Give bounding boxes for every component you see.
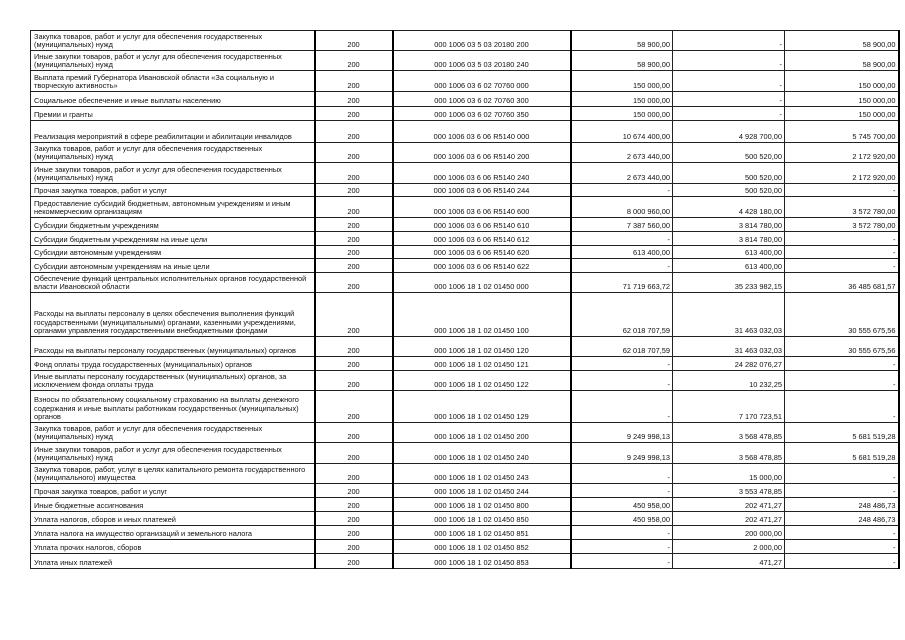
row-remaining-amount: 248 486,73 (785, 512, 899, 526)
row-approved-amount: - (571, 464, 673, 484)
row-executed-amount: 10 232,25 (673, 371, 785, 391)
row-name: Иные закупки товаров, работ и услуг для обеспечения государственных (муниципальных) нужд (31, 51, 315, 71)
row-approved-amount: - (571, 371, 673, 391)
row-approved-amount: - (571, 357, 673, 371)
row-line-code: 200 (315, 512, 393, 526)
row-executed-amount: 200 000,00 (673, 526, 785, 540)
row-budget-code: 000 1006 18 1 02 01450 852 (393, 540, 571, 554)
row-executed-amount: 202 471,27 (673, 498, 785, 512)
row-executed-amount: 3 568 478,85 (673, 423, 785, 443)
row-line-code: 200 (315, 92, 393, 107)
row-approved-amount: 450 958,00 (571, 512, 673, 526)
row-approved-amount: - (571, 259, 673, 273)
row-remaining-amount: - (785, 464, 899, 484)
budget-execution-table (30, 30, 900, 569)
row-remaining-amount: - (785, 357, 899, 371)
row-executed-amount: 24 282 076,27 (673, 357, 785, 371)
table-row (31, 464, 899, 484)
row-name: Социальное обеспечение и иные выплаты населению (31, 92, 315, 107)
row-name: Уплата налога на имущество организаций и земельного налога (31, 526, 315, 540)
row-budget-code: 000 1006 03 6 06 R5140 244 (393, 184, 571, 197)
row-name: Субсидии автономным учреждениям (31, 246, 315, 259)
row-approved-amount: - (571, 484, 673, 498)
row-name: Уплата налогов, сборов и иных платежей (31, 512, 315, 526)
row-line-code: 200 (315, 540, 393, 554)
row-line-code: 200 (315, 259, 393, 273)
row-executed-amount: - (673, 107, 785, 121)
row-remaining-amount: - (785, 484, 899, 498)
row-approved-amount: - (571, 526, 673, 540)
row-name: Субсидии бюджетным учреждениям (31, 218, 315, 232)
table-row (31, 71, 899, 92)
row-approved-amount: 9 249 998,13 (571, 423, 673, 443)
row-budget-code: 000 1006 18 1 02 01450 100 (393, 293, 571, 337)
row-name: Прочая закупка товаров, работ и услуг (31, 184, 315, 197)
row-executed-amount: 500 520,00 (673, 184, 785, 197)
row-line-code: 200 (315, 337, 393, 357)
row-budget-code: 000 1006 03 6 06 R5140 000 (393, 121, 571, 143)
row-name: Премии и гранты (31, 107, 315, 121)
row-remaining-amount: - (785, 259, 899, 273)
table-row (31, 443, 899, 464)
row-budget-code: 000 1006 03 6 02 70760 300 (393, 92, 571, 107)
row-line-code: 200 (315, 464, 393, 484)
row-remaining-amount: 3 572 780,00 (785, 218, 899, 232)
row-line-code: 200 (315, 218, 393, 232)
table-row (31, 554, 899, 569)
row-remaining-amount: 5 681 519,28 (785, 443, 899, 464)
row-budget-code: 000 1006 18 1 02 01450 121 (393, 357, 571, 371)
row-remaining-amount: - (785, 391, 899, 423)
row-name: Закупка товаров, работ, услуг в целях капитального ремонта государственного (муниципального) имущества (31, 464, 315, 484)
row-line-code: 200 (315, 293, 393, 337)
row-remaining-amount: - (785, 184, 899, 197)
row-line-code: 200 (315, 107, 393, 121)
row-budget-code: 000 1006 03 6 06 R5140 600 (393, 197, 571, 218)
row-budget-code: 000 1006 03 5 03 20180 240 (393, 51, 571, 71)
row-line-code: 200 (315, 143, 393, 163)
row-remaining-amount: - (785, 526, 899, 540)
table-row (31, 273, 899, 293)
row-line-code: 200 (315, 371, 393, 391)
row-approved-amount: 150 000,00 (571, 107, 673, 121)
row-name: Субсидии автономным учреждениям на иные цели (31, 259, 315, 273)
row-remaining-amount: - (785, 540, 899, 554)
row-line-code: 200 (315, 246, 393, 259)
row-line-code: 200 (315, 51, 393, 71)
row-executed-amount: 202 471,27 (673, 512, 785, 526)
row-line-code: 200 (315, 232, 393, 246)
table-row (31, 371, 899, 391)
row-remaining-amount: - (785, 371, 899, 391)
row-line-code: 200 (315, 443, 393, 464)
row-budget-code: 000 1006 03 6 02 70760 350 (393, 107, 571, 121)
row-executed-amount: 471,27 (673, 554, 785, 569)
row-executed-amount: 4 928 700,00 (673, 121, 785, 143)
table-row (31, 357, 899, 371)
row-name: Взносы по обязательному социальному страхованию на выплаты денежного содержания и иные выплаты работникам государственных (муниципальных) органов (31, 391, 315, 423)
row-line-code: 200 (315, 423, 393, 443)
row-remaining-amount: 3 572 780,00 (785, 197, 899, 218)
row-line-code: 200 (315, 31, 393, 51)
row-budget-code: 000 1006 18 1 02 01450 800 (393, 498, 571, 512)
row-name: Предоставление субсидий бюджетным, автономным учреждениям и иным некоммерческим организациям (31, 197, 315, 218)
row-budget-code: 000 1006 18 1 02 01450 244 (393, 484, 571, 498)
row-remaining-amount: 248 486,73 (785, 498, 899, 512)
table-row (31, 121, 899, 143)
row-line-code: 200 (315, 273, 393, 293)
row-remaining-amount: 58 900,00 (785, 31, 899, 51)
row-budget-code: 000 1006 03 6 06 R5140 622 (393, 259, 571, 273)
table-row (31, 512, 899, 526)
row-name: Субсидии бюджетным учреждениям на иные цели (31, 232, 315, 246)
row-name: Закупка товаров, работ и услуг для обеспечения государственных (муниципальных) нужд (31, 31, 315, 51)
row-budget-code: 000 1006 03 6 02 70760 000 (393, 71, 571, 92)
row-approved-amount: 58 900,00 (571, 31, 673, 51)
table-row (31, 92, 899, 107)
table-row (31, 293, 899, 337)
row-executed-amount: 31 463 032,03 (673, 337, 785, 357)
row-line-code: 200 (315, 163, 393, 184)
table-row (31, 51, 899, 71)
row-budget-code: 000 1006 18 1 02 01450 122 (393, 371, 571, 391)
row-name: Расходы на выплаты персоналу в целях обеспечения выполнения функций государственными (муниципальными) органами, казенными учреждениями, органами управления государственными внебюджетными фондами (31, 293, 315, 337)
table-row (31, 498, 899, 512)
table-row (31, 391, 899, 423)
row-line-code: 200 (315, 526, 393, 540)
row-approved-amount: - (571, 540, 673, 554)
table-row (31, 163, 899, 184)
row-executed-amount: 3 568 478,85 (673, 443, 785, 464)
row-approved-amount: 58 900,00 (571, 51, 673, 71)
row-name: Уплата иных платежей (31, 554, 315, 569)
row-approved-amount: 8 000 960,00 (571, 197, 673, 218)
row-approved-amount: 7 387 560,00 (571, 218, 673, 232)
row-approved-amount: 62 018 707,59 (571, 337, 673, 357)
row-approved-amount: - (571, 554, 673, 569)
row-approved-amount: - (571, 391, 673, 423)
row-name: Иные закупки товаров, работ и услуг для обеспечения государственных (муниципальных) нужд (31, 163, 315, 184)
row-executed-amount: - (673, 51, 785, 71)
row-executed-amount: 613 400,00 (673, 246, 785, 259)
row-name: Выплата премий Губернатора Ивановской области «За социальную и творческую активность» (31, 71, 315, 92)
row-budget-code: 000 1006 03 5 03 20180 200 (393, 31, 571, 51)
row-approved-amount: 10 674 400,00 (571, 121, 673, 143)
row-remaining-amount: 5 681 519,28 (785, 423, 899, 443)
row-budget-code: 000 1006 18 1 02 01450 120 (393, 337, 571, 357)
row-remaining-amount: 30 555 675,56 (785, 337, 899, 357)
row-budget-code: 000 1006 03 6 06 R5140 200 (393, 143, 571, 163)
row-name: Иные закупки товаров, работ и услуг для обеспечения государственных (муниципальных) нужд (31, 443, 315, 464)
row-line-code: 200 (315, 71, 393, 92)
row-budget-code: 000 1006 18 1 02 01450 851 (393, 526, 571, 540)
table-row (31, 197, 899, 218)
row-approved-amount: 71 719 663,72 (571, 273, 673, 293)
row-executed-amount: - (673, 31, 785, 51)
row-name: Иные бюджетные ассигнования (31, 498, 315, 512)
row-remaining-amount: 150 000,00 (785, 92, 899, 107)
table-body (31, 31, 899, 569)
table-row (31, 484, 899, 498)
table-row (31, 232, 899, 246)
row-approved-amount: 9 249 998,13 (571, 443, 673, 464)
row-name: Закупка товаров, работ и услуг для обеспечения государственных (муниципальных) нужд (31, 143, 315, 163)
row-executed-amount: 613 400,00 (673, 259, 785, 273)
row-approved-amount: - (571, 232, 673, 246)
row-line-code: 200 (315, 357, 393, 371)
table-row (31, 107, 899, 121)
row-executed-amount: 500 520,00 (673, 163, 785, 184)
row-budget-code: 000 1006 18 1 02 01450 850 (393, 512, 571, 526)
row-budget-code: 000 1006 18 1 02 01450 200 (393, 423, 571, 443)
table-row (31, 259, 899, 273)
row-budget-code: 000 1006 18 1 02 01450 240 (393, 443, 571, 464)
row-line-code: 200 (315, 197, 393, 218)
row-budget-code: 000 1006 03 6 06 R5140 612 (393, 232, 571, 246)
row-approved-amount: 613 400,00 (571, 246, 673, 259)
row-budget-code: 000 1006 18 1 02 01450 000 (393, 273, 571, 293)
row-remaining-amount: 2 172 920,00 (785, 163, 899, 184)
row-approved-amount: 150 000,00 (571, 92, 673, 107)
row-line-code: 200 (315, 484, 393, 498)
row-line-code: 200 (315, 184, 393, 197)
row-name: Фонд оплаты труда государственных (муниципальных) органов (31, 357, 315, 371)
row-approved-amount: 450 958,00 (571, 498, 673, 512)
row-remaining-amount: - (785, 554, 899, 569)
row-executed-amount: 2 000,00 (673, 540, 785, 554)
row-budget-code: 000 1006 03 6 06 R5140 620 (393, 246, 571, 259)
row-executed-amount: 3 814 780,00 (673, 232, 785, 246)
table-row (31, 184, 899, 197)
row-executed-amount: 3 553 478,85 (673, 484, 785, 498)
table-row (31, 337, 899, 357)
row-name: Реализация мероприятий в сфере реабилитации и абилитации инвалидов (31, 121, 315, 143)
row-name: Обеспечение функций центральных исполнительных органов государственной власти Ивановской области (31, 273, 315, 293)
table-row (31, 423, 899, 443)
row-remaining-amount: 58 900,00 (785, 51, 899, 71)
row-executed-amount: 3 814 780,00 (673, 218, 785, 232)
row-executed-amount: - (673, 71, 785, 92)
row-line-code: 200 (315, 554, 393, 569)
row-line-code: 200 (315, 391, 393, 423)
row-remaining-amount: - (785, 232, 899, 246)
table-row (31, 246, 899, 259)
row-remaining-amount: 150 000,00 (785, 71, 899, 92)
row-remaining-amount: 2 172 920,00 (785, 143, 899, 163)
row-remaining-amount: 150 000,00 (785, 107, 899, 121)
row-budget-code: 000 1006 18 1 02 01450 243 (393, 464, 571, 484)
row-remaining-amount: - (785, 246, 899, 259)
row-budget-code: 000 1006 18 1 02 01450 853 (393, 554, 571, 569)
row-remaining-amount: 30 555 675,56 (785, 293, 899, 337)
row-remaining-amount: 5 745 700,00 (785, 121, 899, 143)
row-executed-amount: 35 233 982,15 (673, 273, 785, 293)
table-row (31, 540, 899, 554)
row-approved-amount: 2 673 440,00 (571, 143, 673, 163)
row-approved-amount: 62 018 707,59 (571, 293, 673, 337)
row-approved-amount: 150 000,00 (571, 71, 673, 92)
row-executed-amount: - (673, 92, 785, 107)
row-executed-amount: 7 170 723,51 (673, 391, 785, 423)
row-executed-amount: 15 000,00 (673, 464, 785, 484)
row-remaining-amount: 36 485 681,57 (785, 273, 899, 293)
table-row (31, 31, 899, 51)
row-executed-amount: 31 463 032,03 (673, 293, 785, 337)
table-row (31, 526, 899, 540)
row-approved-amount: - (571, 184, 673, 197)
row-name: Расходы на выплаты персоналу государственных (муниципальных) органов (31, 337, 315, 357)
table-row (31, 218, 899, 232)
row-name: Прочая закупка товаров, работ и услуг (31, 484, 315, 498)
row-executed-amount: 500 520,00 (673, 143, 785, 163)
row-executed-amount: 4 428 180,00 (673, 197, 785, 218)
row-budget-code: 000 1006 18 1 02 01450 129 (393, 391, 571, 423)
table-row (31, 143, 899, 163)
row-name: Иные выплаты персоналу государственных (муниципальных) органов, за исключением фонда оплаты труда (31, 371, 315, 391)
row-budget-code: 000 1006 03 6 06 R5140 240 (393, 163, 571, 184)
row-line-code: 200 (315, 498, 393, 512)
row-line-code: 200 (315, 121, 393, 143)
row-approved-amount: 2 673 440,00 (571, 163, 673, 184)
row-budget-code: 000 1006 03 6 06 R5140 610 (393, 218, 571, 232)
row-name: Закупка товаров, работ и услуг для обеспечения государственных (муниципальных) нужд (31, 423, 315, 443)
row-name: Уплата прочих налогов, сборов (31, 540, 315, 554)
